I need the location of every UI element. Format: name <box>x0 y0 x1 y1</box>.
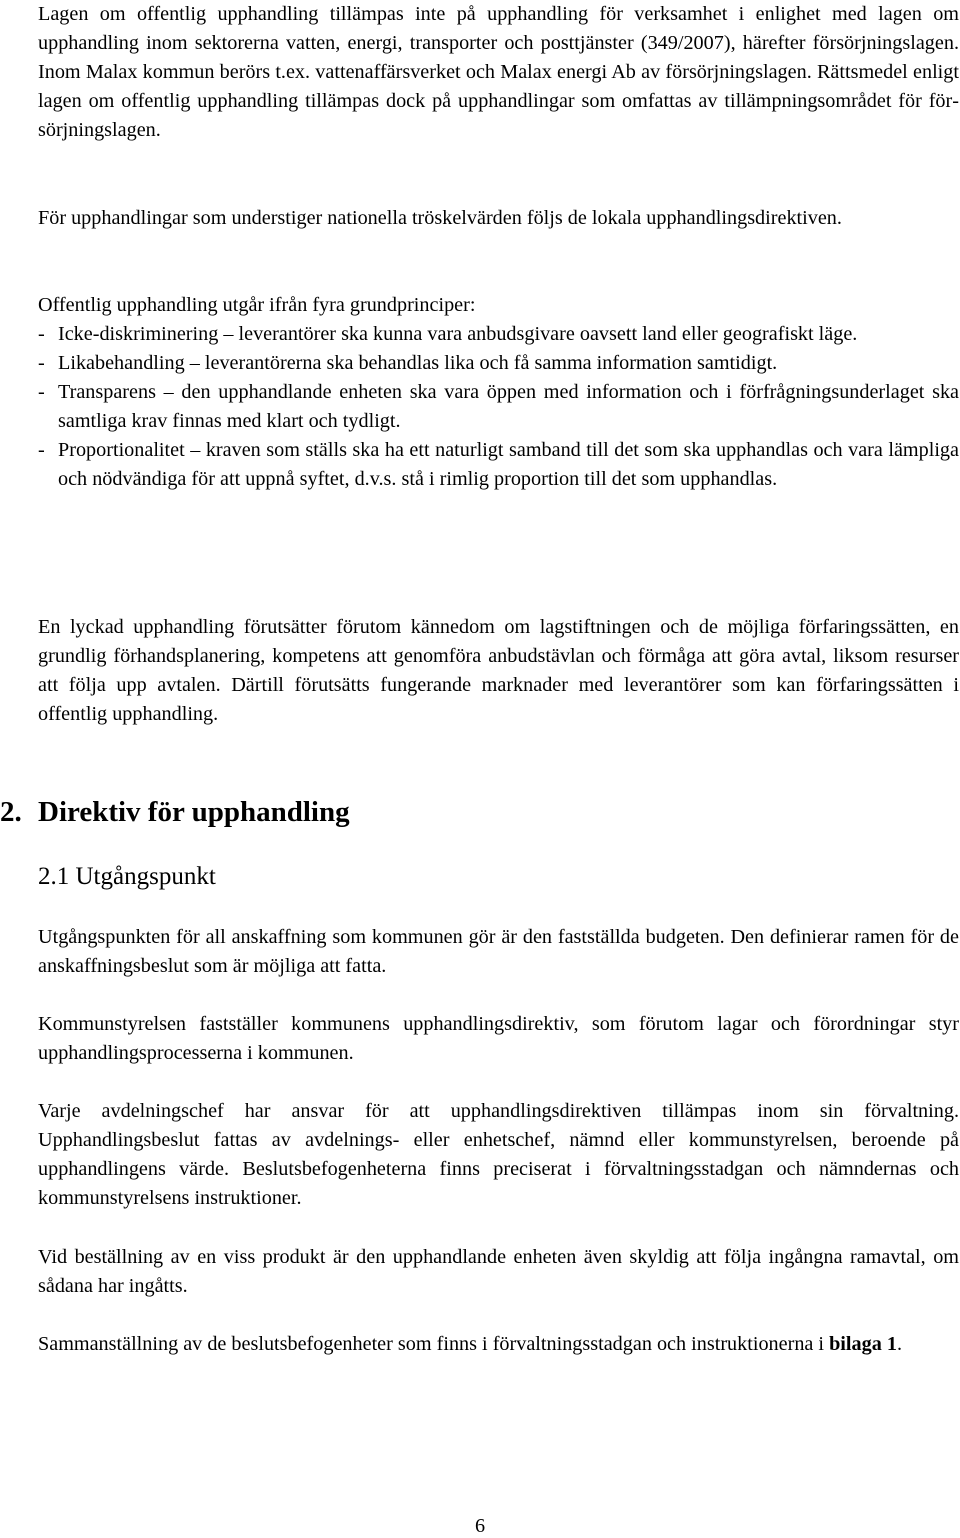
appendix-link-text: bilaga 1 <box>829 1333 897 1355</box>
principles-list <box>38 320 959 494</box>
list-item-text: Proportionalitet – kraven som ställs ska ha ett naturligt samband till det som ska upphandlas och vara lämpliga och nödvändiga för att uppnå syftet, d.v.s. stå i rimlig proportion till det som upphandlas. <box>58 439 959 490</box>
paragraph-principles-intro: Offentlig upphandling utgår ifrån fyra grundprinciper: <box>38 294 476 316</box>
list-item <box>38 320 959 349</box>
appendix-text: Sammanställning av de beslutsbefogenheter som finns i förvaltningsstadgan och instruktionerna i <box>38 1333 830 1355</box>
section-heading <box>0 792 350 832</box>
paragraph-responsibility: Varje avdelningschef har ansvar för att upphandlingsdirektiven tillämpas inom sin förvaltning. Upphandlingsbeslut fattas av avdelnings- eller enhetschef, nämnd eller kommunstyrelsen, beroende på upphandlingens värde. Beslutsbefogenheterna finns preciserat i förvaltningsstadgan och nämndernas och kommunstyrelsens instruktioner. <box>38 1100 959 1209</box>
paragraph-directive: Kommunstyrelsen fastställer kommunens upphandlingsdirektiv, som förutom lagar och förordningar styr upphandlingsprocesserna i kommunen. <box>38 1013 959 1064</box>
list-dash: - <box>38 439 45 461</box>
paragraph-successful-procurement: En lyckad upphandling förutsätter förutom kännedom om lagstiftningen och de möjliga förfaringssätten, en grundlig förhandsplanering, kompetens att genomföra anbudstävlan och förmåga att göra avtal, liksom resurser att följa upp avtalen. Därtill förutsätts fungerande marknader med leverantörer som kan förfaringssätten i offentlig upphandling. <box>38 616 959 725</box>
list-item <box>38 349 959 378</box>
list-item-text: Likabehandling – leverantörerna ska behandlas lika och få samma information samtidigt. <box>58 352 778 374</box>
appendix-period: . <box>896 1333 902 1355</box>
list-item <box>38 378 959 436</box>
list-item <box>38 436 959 494</box>
paragraph-framework-agreements: Vid beställning av en viss produkt är den upphandlande enheten även skyldig att följa ingångna ramavtal, om sådana har ingåtts. <box>38 1246 959 1297</box>
section-number: 2. <box>0 796 22 828</box>
paragraph-thresholds: För upphandlingar som understiger nationella tröskelvärden följs de lokala upphandlingsdirektiven. <box>38 207 842 229</box>
list-item-text: Transparens – den upphandlande enheten ska vara öppen med information och i förfrågningsunderlaget ska samtliga krav finnas med klart och tydligt. <box>58 381 959 432</box>
list-dash: - <box>38 381 45 403</box>
paragraph-appendix-reference <box>38 1330 902 1359</box>
subsection-heading: 2.1 Utgångspunkt <box>38 863 216 890</box>
list-dash: - <box>38 323 45 345</box>
paragraph-budget: Utgångspunkten för all anskaffning som kommunen gör är den fastställda budgeten. Den definierar ramen för de anskaffningsbeslut som är möjliga att fatta. <box>38 926 959 977</box>
list-dash: - <box>38 352 45 374</box>
section-title: Direktiv för upphandling <box>38 796 350 828</box>
list-item-text: Icke-diskriminering – leverantörer ska kunna vara anbudsgivare oavsett land eller geografiskt läge. <box>58 323 858 345</box>
paragraph-scope: Lagen om offentlig upphandling tillämpas inte på upphandling för verksamhet i enlighet med lagen om upphandling inom sektorerna vatten, energi, transporter och posttjänster (349/2007), härefter försörjningslagen. Inom Malax kommun berörs t.ex. vattenaffärsverket och Malax energi Ab av försörjningslagen. Rättsmedel enligt lagen om offentlig upphandling tillämpas dock på upphandlingar som omfattas av tillämpningsområdet för försörjningslagen. <box>38 3 959 141</box>
page-number: 6 <box>474 1515 486 1537</box>
